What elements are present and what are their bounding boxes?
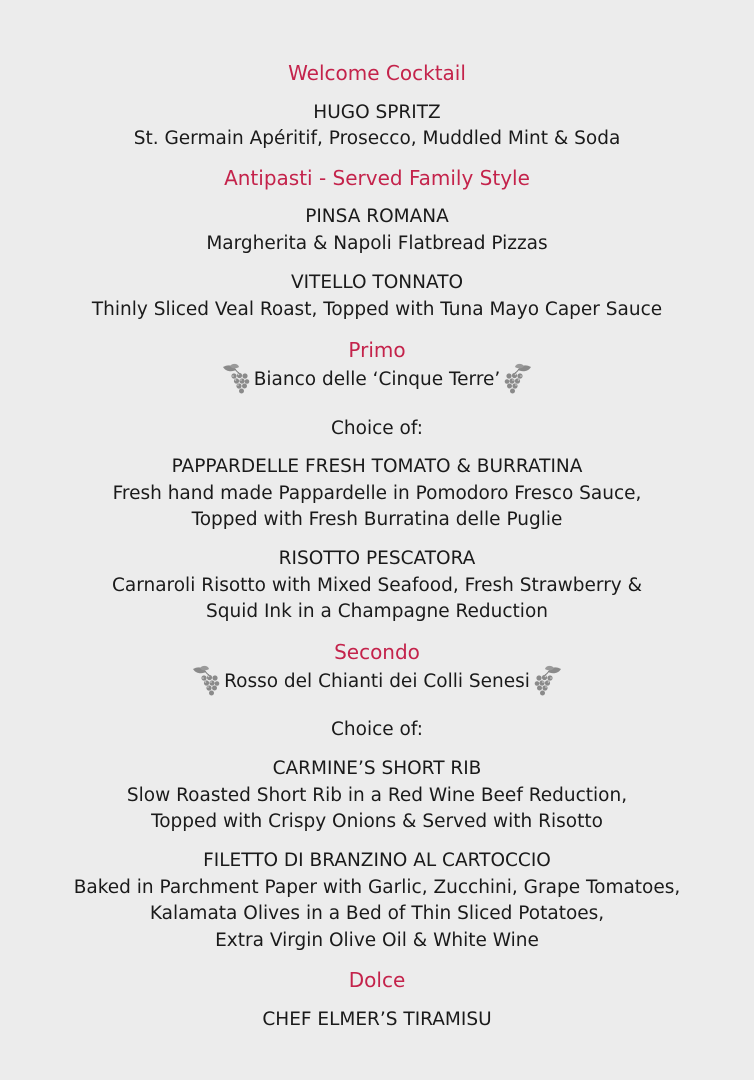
item-desc-risotto-1: Carnaroli Risotto with Mixed Seafood, Fresh Strawberry & [111, 575, 643, 596]
item-name-pinsa-romana: PINSA ROMANA [305, 206, 449, 227]
item-desc-pappardelle-2: Topped with Fresh Burratina delle Puglie [191, 509, 563, 530]
choice-label-secondo: Choice of: [331, 719, 423, 740]
section-title-secondo: Secondo [334, 640, 420, 664]
grape-cluster-icon [532, 665, 564, 699]
wine-pairing-primo [0, 362, 754, 398]
item-desc-vitello-tonnato: Thinly Sliced Veal Roast, Topped with Tuna Mayo Caper Sauce [91, 299, 663, 320]
item-name-short-rib: CARMINE’S SHORT RIB [272, 758, 482, 779]
section-title-dolce: Dolce [348, 968, 406, 992]
item-name-pappardelle: PAPPARDELLE FRESH TOMATO & BURRATINA [171, 456, 583, 477]
item-name-risotto: RISOTTO PESCATORA [278, 548, 476, 569]
section-title-welcome: Welcome Cocktail [288, 61, 466, 85]
grape-cluster-icon [220, 363, 252, 397]
item-desc-hugo-spritz: St. Germain Apéritif, Prosecco, Muddled Mint & Soda [133, 128, 621, 149]
item-name-hugo-spritz: HUGO SPRITZ [313, 102, 441, 123]
wine-pairing-secondo [0, 664, 754, 700]
choice-label-primo: Choice of: [331, 418, 423, 439]
item-name-tiramisu: CHEF ELMER’S TIRAMISU [262, 1009, 492, 1030]
item-desc-branzino-1: Baked in Parchment Paper with Garlic, Zucchini, Grape Tomatoes, [73, 877, 681, 898]
item-desc-pappardelle-1: Fresh hand made Pappardelle in Pomodoro Fresco Sauce, [112, 483, 642, 504]
grape-cluster-icon [502, 363, 534, 397]
item-desc-branzino-2: Kalamata Olives in a Bed of Thin Sliced Potatoes, [149, 903, 605, 924]
item-name-vitello-tonnato: VITELLO TONNATO [290, 272, 464, 293]
item-desc-branzino-3: Extra Virgin Olive Oil & White Wine [215, 930, 539, 951]
item-name-branzino: FILETTO DI BRANZINO AL CARTOCCIO [203, 850, 551, 871]
section-title-antipasti: Antipasti - Served Family Style [224, 166, 530, 190]
item-desc-pinsa-romana: Margherita & Napoli Flatbread Pizzas [206, 233, 548, 254]
wine-name-primo: Bianco delle ‘Cinque Terre’ [253, 369, 501, 390]
grape-cluster-icon [190, 665, 222, 699]
wine-name-secondo: Rosso del Chianti dei Colli Senesi [224, 671, 530, 692]
section-title-primo: Primo [348, 338, 406, 362]
item-desc-short-rib-2: Topped with Crispy Onions & Served with Risotto [151, 811, 603, 832]
item-desc-risotto-2: Squid Ink in a Champagne Reduction [205, 601, 548, 622]
item-desc-short-rib-1: Slow Roasted Short Rib in a Red Wine Beef Reduction, [126, 785, 628, 806]
